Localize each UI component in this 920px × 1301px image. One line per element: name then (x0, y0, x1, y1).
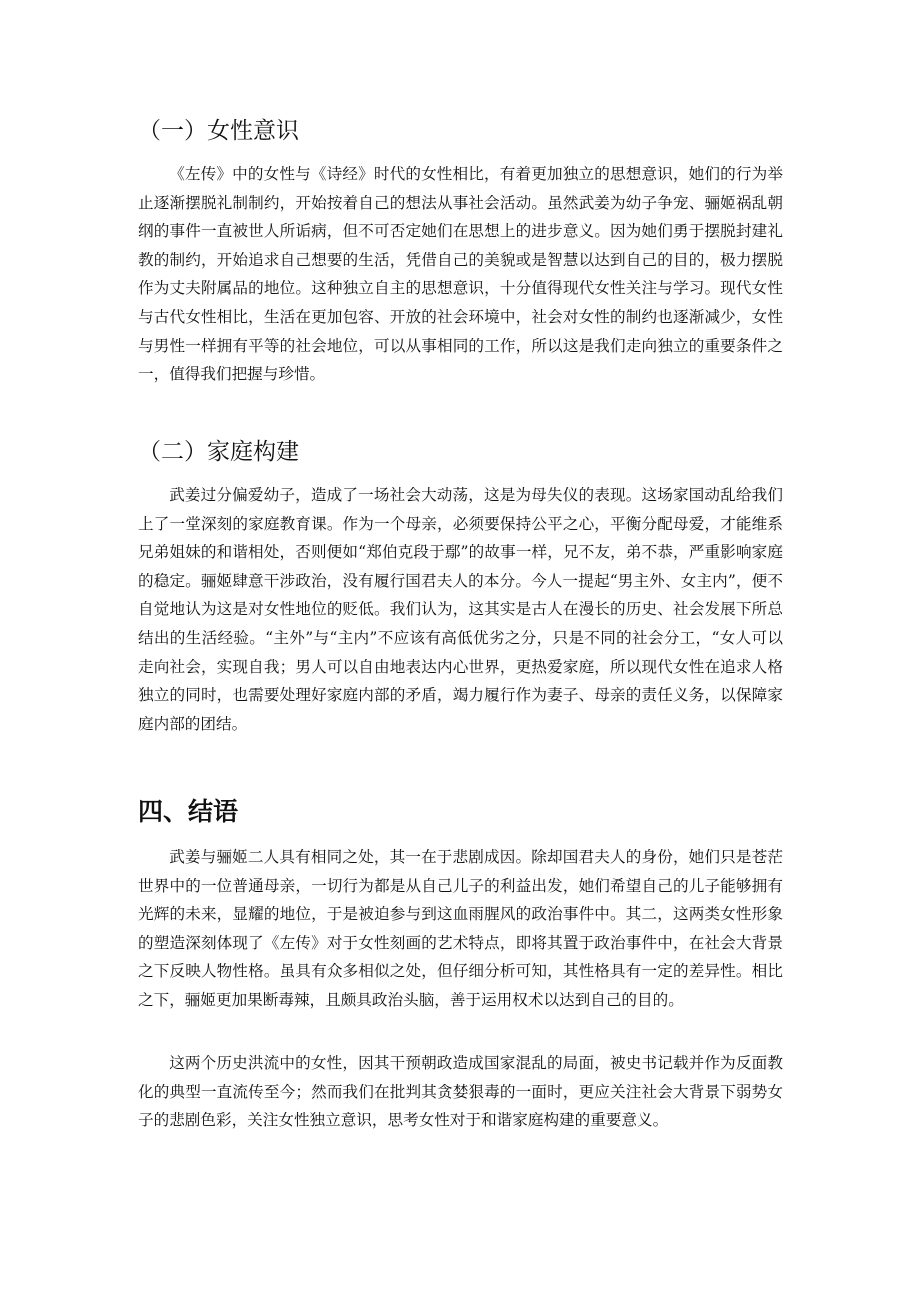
section-heading-family-construction: （二）家庭构建 (138, 439, 299, 465)
paragraph-female-consciousness: 《左传》中的女性与《诗经》时代的女性相比，有着更加独立的思想意识，她们的行为举止逐渐摆脱礼制制约，开始按着自己的想法从事社会活动。虽然武姜为幼子争宠、骊姬祸乱朝纲的事件一直被世人所诟病，但不可否定她们在思想上的进步意义。因为她们勇于摆脱封建礼教的制约，开始追求自己想要的生活，凭借自己的美貌或是智慧以达到自己的目的，极力摆脱作为丈夫附属品的地位。这种独立自主的思想意识，十分值得现代女性关注与学习。现代女性与古代女性相比，生活在更加包容、开放的社会环境中，社会对女性的制约也逐渐减少，女性与男性一样拥有平等的社会地位，可以从事相同的工作，所以这是我们走向独立的重要条件之一，值得我们把握与珍惜。 (138, 165, 783, 384)
paragraph-conclusion-2: 这两个历史洪流中的女性，因其干预朝政造成国家混乱的局面，被史书记载并作为反面教化的典型一直流传至今；然而我们在批判其贪婪狠毒的一面时，更应关注社会大背景下弱势女子的悲剧色彩，关注女性独立意识，思考女性对于和谐家庭构建的重要意义。 (138, 1054, 783, 1130)
paragraph-conclusion-1: 武姜与骊姬二人具有相同之处，其一在于悲剧成因。除却国君夫人的身份，她们只是苍茫世界中的一位普通母亲，一切行为都是从自己儿子的利益出发，她们希望自己的儿子能够拥有光辉的未来，显耀的地位，于是被迫参与到这血雨腥风的政治事件中。其二，这两类女性形象的塑造深刻体现了《左传》对于女性刻画的艺术特点，即将其置于政治事件中，在社会大背景之下反映人物性格。虽具有众多相似之处，但仔细分析可知，其性格具有一定的差异性。相比之下，骊姬更加果断毒辣，且颇具政治头脑，善于运用权术以达到自己的目的。 (138, 848, 783, 1009)
paragraph-family-construction: 武姜过分偏爱幼子，造成了一场社会大动荡，这是为母失仪的表现。这场家国动乱给我们上了一堂深刻的家庭教育课。作为一个母亲，必须要保持公平之心，平衡分配母爱，才能维系兄弟姐妹的和谐相处，否则便如“郑伯克段于鄢”的故事一样，兄不友，弟不恭，严重影响家庭的稳定。骊姬肆意干涉政治，没有履行国君夫人的本分。今人一提起“男主外、女主内”，便不自觉地认为这是对女性地位的贬低。我们认为，这其实是古人在漫长的历史、社会发展下所总结出的生活经验。“主外”与“主内”不应该有高低优劣之分，只是不同的社会分工，“女人可以走向社会，实现自我；男人可以自由地表达内心世界，更热爱家庭，所以现代女性在追求人格独立的同时，也需要处理好家庭内部的矛盾，竭力履行作为妻子、母亲的责任义务，以保障家庭内部的团结。 (138, 486, 783, 733)
section-heading-conclusion: 四、结语 (138, 797, 239, 826)
section-heading-female-consciousness: （一）女性意识 (138, 118, 299, 144)
